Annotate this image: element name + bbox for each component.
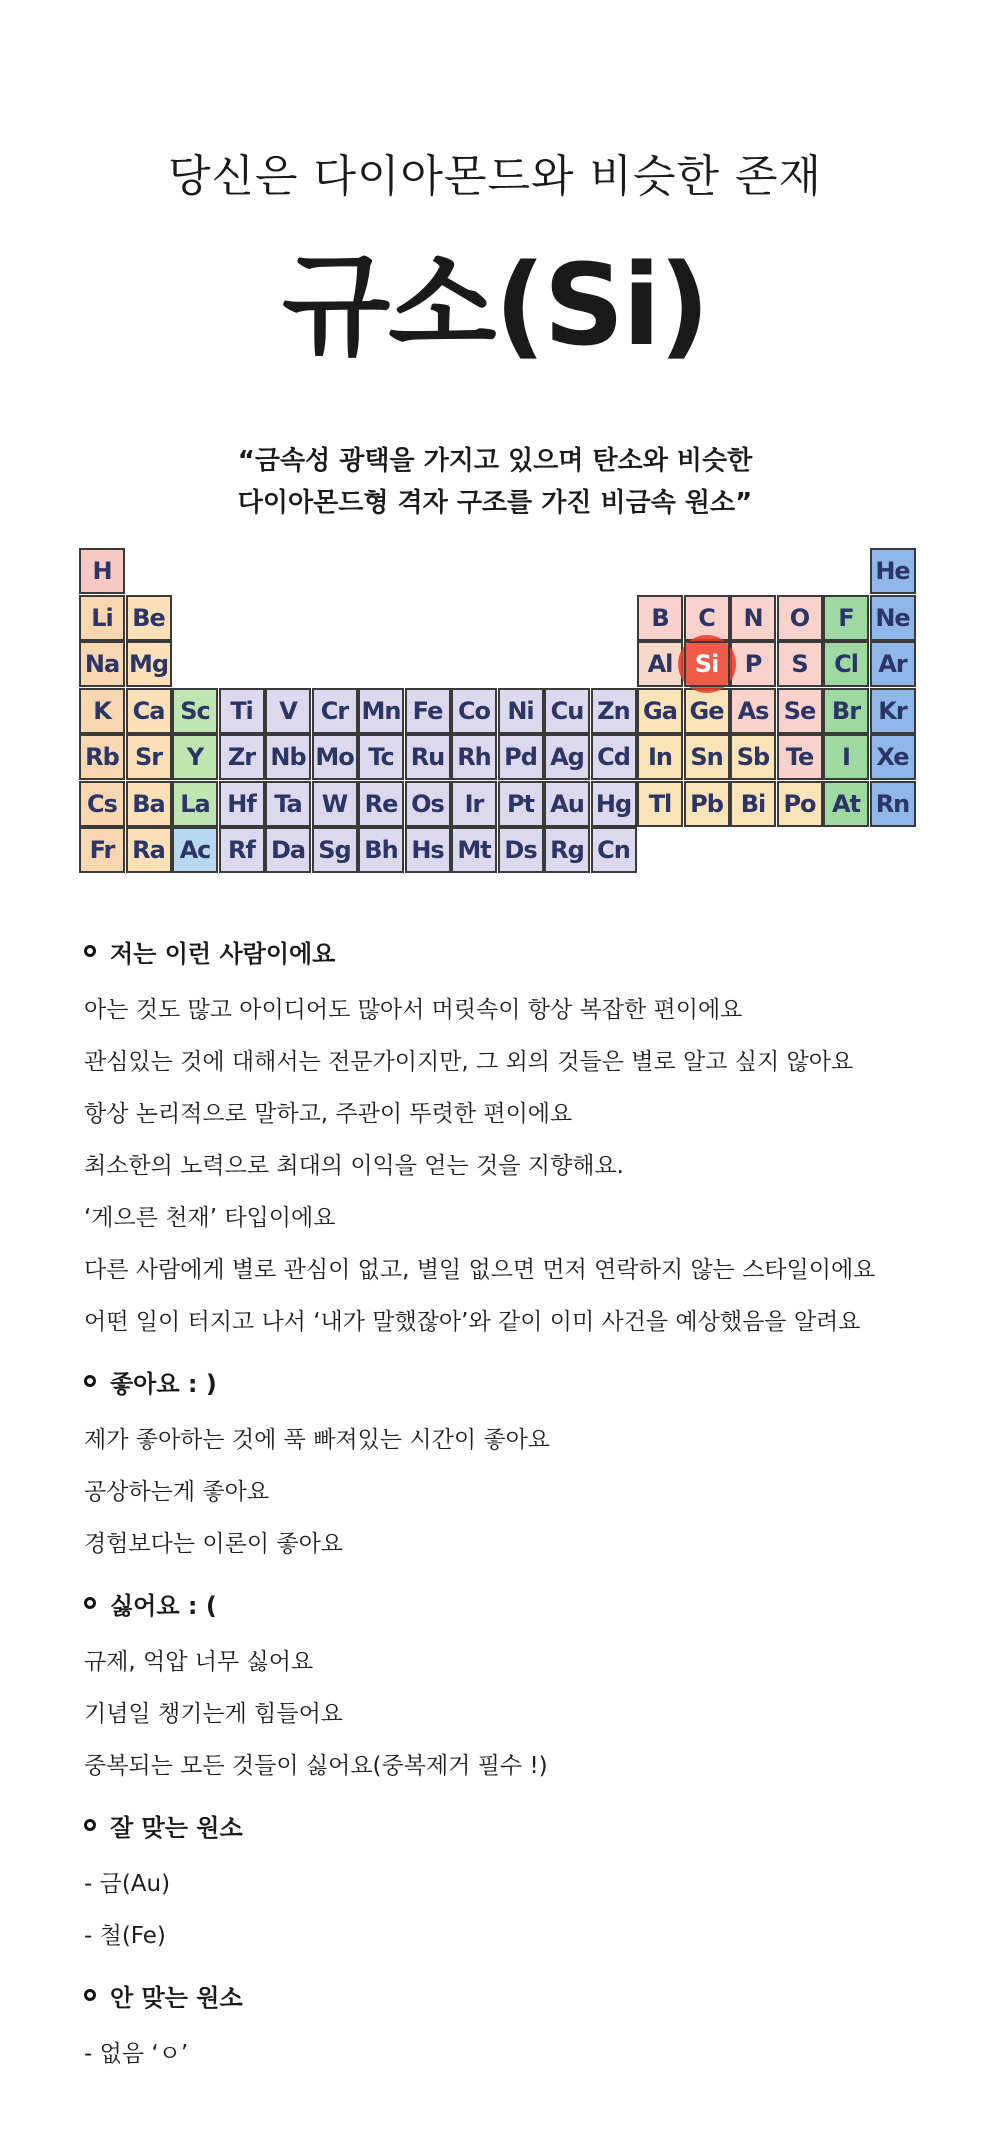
element-o: O <box>777 595 823 641</box>
element-pt: Pt <box>498 781 544 827</box>
quote-line-1: “금속성 광택을 가지고 있으며 탄소와 비슷한 <box>237 446 753 476</box>
result-title: 규소(Si) <box>282 241 708 371</box>
element-tc: Tc <box>358 734 404 780</box>
result-subtitle: 당신은 다이아몬드와 비슷한 존재 <box>167 151 822 202</box>
about-line: 항상 논리적으로 말하고, 주관이 뚜렷한 편이에요 <box>84 1101 573 1127</box>
about-line: 아는 것도 많고 아이디어도 많아서 머릿속이 항상 복잡한 편이에요 <box>84 997 743 1023</box>
element-c: C <box>684 595 730 641</box>
circle-bullet-icon <box>84 1819 96 1831</box>
bad-match-line: - 없음 ‘ㅇ’ <box>84 2041 189 2067</box>
element-na: Na <box>79 641 125 687</box>
about-line: 어떤 일이 터지고 나서 ‘내가 말했잖아’와 같이 이미 사건을 예상했음을 알려요 <box>84 1309 861 1335</box>
element-ar: Ar <box>870 641 916 687</box>
element-sr: Sr <box>126 734 172 780</box>
element-nb: Nb <box>265 734 311 780</box>
description-content <box>84 930 944 2080</box>
element-cr: Cr <box>312 688 358 734</box>
element-co: Co <box>451 688 497 734</box>
element-ba: Ba <box>126 781 172 827</box>
element-bi: Bi <box>730 781 776 827</box>
element-da: Da <box>265 827 311 873</box>
element-rb: Rb <box>79 734 125 780</box>
element-rg: Rg <box>544 827 590 873</box>
element-po: Po <box>777 781 823 827</box>
element-y: Y <box>172 734 218 780</box>
element-ni: Ni <box>498 688 544 734</box>
element-ta: Ta <box>265 781 311 827</box>
element-re: Re <box>358 781 404 827</box>
circle-bullet-icon <box>84 1989 96 2001</box>
element-as: As <box>730 688 776 734</box>
likes-line: 공상하는게 좋아요 <box>84 1479 270 1505</box>
likes-line: 제가 좋아하는 것에 푹 빠져있는 시간이 좋아요 <box>84 1427 551 1453</box>
good-match-line: - 금(Au) <box>84 1871 171 1897</box>
element-li: Li <box>79 595 125 641</box>
section-heading-label: 저는 이런 사람이에요 <box>110 939 336 968</box>
likes-line: 경험보다는 이론이 좋아요 <box>84 1531 344 1557</box>
element-ds: Ds <box>498 827 544 873</box>
about-line: 다른 사람에게 별로 관심이 없고, 별일 없으면 먼저 연락하지 않는 스타일이에요 <box>84 1257 876 1283</box>
element-zr: Zr <box>219 734 265 780</box>
element-la: La <box>172 781 218 827</box>
element-kr: Kr <box>870 688 916 734</box>
element-au: Au <box>544 781 590 827</box>
element-p: P <box>730 641 776 687</box>
element-fe: Fe <box>405 688 451 734</box>
element-br: Br <box>823 688 869 734</box>
about-line: 관심있는 것에 대해서는 전문가이지만, 그 외의 것들은 별로 알고 싶지 않아요 <box>84 1049 854 1075</box>
element-sn: Sn <box>684 734 730 780</box>
section-heading-bad-match <box>84 1974 944 2016</box>
element-sb: Sb <box>730 734 776 780</box>
element-te: Te <box>777 734 823 780</box>
element-cn: Cn <box>591 827 637 873</box>
section-heading-dislikes <box>84 1582 944 1624</box>
element-ac: Ac <box>172 827 218 873</box>
element-ru: Ru <box>405 734 451 780</box>
element-h: H <box>79 548 125 594</box>
element-be: Be <box>126 595 172 641</box>
element-mo: Mo <box>312 734 358 780</box>
element-w: W <box>312 781 358 827</box>
element-si: Si <box>684 641 730 687</box>
element-in: In <box>637 734 683 780</box>
element-hs: Hs <box>405 827 451 873</box>
element-f: F <box>823 595 869 641</box>
element-mt: Mt <box>451 827 497 873</box>
element-tl: Tl <box>637 781 683 827</box>
about-line: ‘게으른 천재’ 타입이에요 <box>84 1205 336 1231</box>
element-at: At <box>823 781 869 827</box>
section-heading-good-match <box>84 1804 944 1846</box>
section-heading-likes <box>84 1360 944 1402</box>
section-heading-label: 안 맞는 원소 <box>110 1983 243 2012</box>
element-ir: Ir <box>451 781 497 827</box>
element-ge: Ge <box>684 688 730 734</box>
element-cs: Cs <box>79 781 125 827</box>
element-ca: Ca <box>126 688 172 734</box>
dislikes-line: 규제, 억압 너무 싫어요 <box>84 1649 314 1675</box>
element-os: Os <box>405 781 451 827</box>
element-cu: Cu <box>544 688 590 734</box>
element-zn: Zn <box>591 688 637 734</box>
section-heading-about <box>84 930 944 972</box>
element-xe: Xe <box>870 734 916 780</box>
circle-bullet-icon <box>84 1597 96 1609</box>
element-cd: Cd <box>591 734 637 780</box>
section-heading-label: 싫어요 : ( <box>110 1591 217 1620</box>
element-mg: Mg <box>126 641 172 687</box>
about-line: 최소한의 노력으로 최대의 이익을 얻는 것을 지향해요. <box>84 1153 624 1179</box>
circle-bullet-icon <box>84 945 96 957</box>
element-hg: Hg <box>591 781 637 827</box>
element-bh: Bh <box>358 827 404 873</box>
element-mn: Mn <box>358 688 404 734</box>
element-rh: Rh <box>451 734 497 780</box>
section-heading-label: 잘 맞는 원소 <box>110 1813 243 1842</box>
element-v: V <box>265 688 311 734</box>
circle-bullet-icon <box>84 1375 96 1387</box>
quote-line-2: 다이아몬드형 격자 구조를 가진 비금속 원소” <box>237 488 753 518</box>
element-n: N <box>730 595 776 641</box>
element-ga: Ga <box>637 688 683 734</box>
element-al: Al <box>637 641 683 687</box>
element-fr: Fr <box>79 827 125 873</box>
element-rf: Rf <box>219 827 265 873</box>
result-quote <box>0 440 990 524</box>
element-he: He <box>870 548 916 594</box>
element-ag: Ag <box>544 734 590 780</box>
element-ra: Ra <box>126 827 172 873</box>
element-ne: Ne <box>870 595 916 641</box>
element-sc: Sc <box>172 688 218 734</box>
element-hf: Hf <box>219 781 265 827</box>
periodic-table <box>79 548 916 875</box>
dislikes-line: 중복되는 모든 것들이 싫어요(중복제거 필수 !) <box>84 1753 548 1779</box>
element-pd: Pd <box>498 734 544 780</box>
element-rn: Rn <box>870 781 916 827</box>
element-ti: Ti <box>219 688 265 734</box>
element-s: S <box>777 641 823 687</box>
element-b: B <box>637 595 683 641</box>
element-se: Se <box>777 688 823 734</box>
good-match-line: - 철(Fe) <box>84 1923 166 1949</box>
element-k: K <box>79 688 125 734</box>
element-pb: Pb <box>684 781 730 827</box>
element-sg: Sg <box>312 827 358 873</box>
element-cl: Cl <box>823 641 869 687</box>
element-i: I <box>823 734 869 780</box>
section-heading-label: 좋아요 : ) <box>110 1369 217 1398</box>
dislikes-line: 기념일 챙기는게 힘들어요 <box>84 1701 344 1727</box>
